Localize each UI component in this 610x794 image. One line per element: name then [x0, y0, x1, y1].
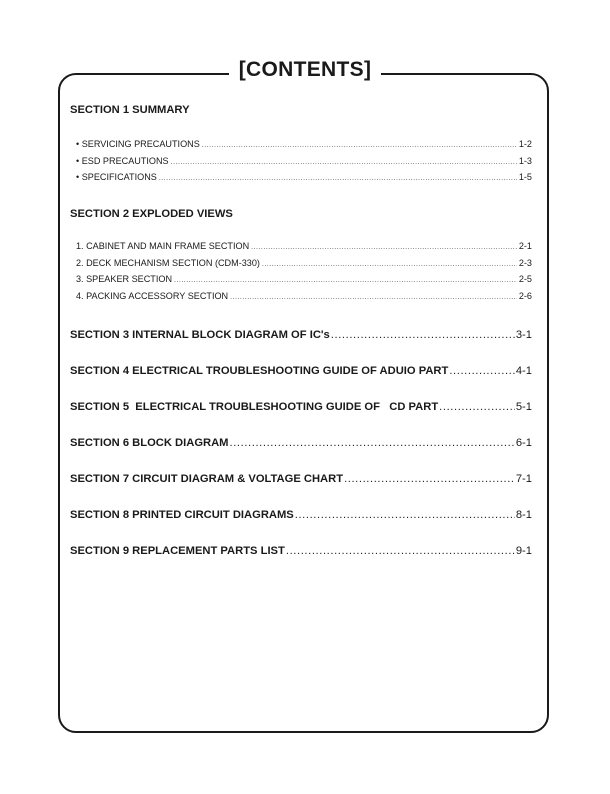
dot-leader: [230, 294, 517, 301]
page-title: [CONTENTS]: [229, 58, 382, 82]
section-label: SECTION 5 ELECTRICAL TROUBLESHOOTING GUIDE OF CD PART: [70, 401, 439, 413]
dot-leader: [439, 401, 515, 413]
toc-entry[interactable]: [76, 258, 532, 275]
toc-entry-label: • ESD PRECAUTIONS: [76, 155, 169, 166]
section-page: 6-1: [515, 437, 532, 449]
toc-entry-label: 1. CABINET AND MAIN FRAME SECTION: [76, 241, 250, 251]
dot-leader: [251, 244, 517, 251]
title-wrap: [0, 58, 610, 82]
section-4-entry[interactable]: [70, 365, 532, 377]
toc-entry-label: 4. PACKING ACCESSORY SECTION: [76, 290, 229, 301]
toc-entry-label: 3. SPEAKER SECTION: [76, 274, 173, 284]
toc-entry-page: 2-1: [518, 241, 532, 251]
dot-leader: [449, 365, 515, 377]
section-6-entry[interactable]: [70, 437, 532, 449]
section-label: SECTION 3 INTERNAL BLOCK DIAGRAM OF IC's: [70, 329, 330, 341]
section-page: 9-1: [515, 545, 532, 557]
section-7-entry[interactable]: [70, 473, 532, 485]
section-page: 4-1: [515, 365, 532, 377]
toc-entry-page: 1-2: [518, 139, 532, 149]
toc-entry[interactable]: [76, 291, 532, 308]
section-2-list: [76, 241, 532, 307]
toc-entry[interactable]: [76, 172, 532, 189]
toc-entry-page: 2-5: [518, 274, 532, 284]
dot-leader: [295, 509, 515, 521]
section-1-list: [76, 139, 532, 189]
section-page: 7-1: [515, 473, 532, 485]
section-8-entry[interactable]: [70, 509, 532, 521]
dot-leader: [171, 159, 517, 166]
dot-leader: [202, 142, 517, 149]
dot-leader: [331, 329, 515, 341]
section-9-entry[interactable]: [70, 545, 532, 557]
section-label: SECTION 7 CIRCUIT DIAGRAM & VOLTAGE CHART: [70, 473, 344, 485]
section-page: 3-1: [515, 329, 532, 341]
section-label: SECTION 8 PRINTED CIRCUIT DIAGRAMS: [70, 509, 294, 521]
toc-entry[interactable]: [76, 241, 532, 258]
dot-leader: [262, 261, 517, 268]
toc-entry-page: 2-3: [518, 257, 532, 268]
dot-leader: [230, 437, 515, 449]
section-page: 5-1: [515, 401, 532, 413]
section-page: 8-1: [515, 509, 532, 521]
dot-leader: [286, 545, 515, 557]
toc-entry-label: 2. DECK MECHANISM SECTION (CDM-330): [76, 257, 260, 268]
section-1-heading: SECTION 1 SUMMARY: [70, 104, 190, 116]
toc-entry-page: 2-6: [518, 290, 532, 301]
dot-leader: [174, 277, 517, 284]
toc-entry-page: 1-5: [518, 172, 532, 182]
dot-leader: [344, 473, 515, 485]
section-2-heading: SECTION 2 EXPLODED VIEWS: [70, 208, 233, 220]
toc-entry[interactable]: [76, 139, 532, 156]
dot-leader: [159, 175, 517, 182]
toc-entry-label: • SERVICING PRECAUTIONS: [76, 139, 200, 149]
section-5-entry[interactable]: [70, 401, 532, 413]
toc-entry[interactable]: [76, 156, 532, 173]
section-label: SECTION 9 REPLACEMENT PARTS LIST: [70, 545, 285, 557]
toc-entry-page: 1-3: [518, 155, 532, 166]
section-label: SECTION 6 BLOCK DIAGRAM: [70, 437, 229, 449]
toc-entry-label: • SPECIFICATIONS: [76, 172, 157, 182]
toc-entry[interactable]: [76, 274, 532, 291]
section-3-entry[interactable]: [70, 329, 532, 341]
section-label: SECTION 4 ELECTRICAL TROUBLESHOOTING GUIDE OF ADUIO PART: [70, 365, 449, 377]
